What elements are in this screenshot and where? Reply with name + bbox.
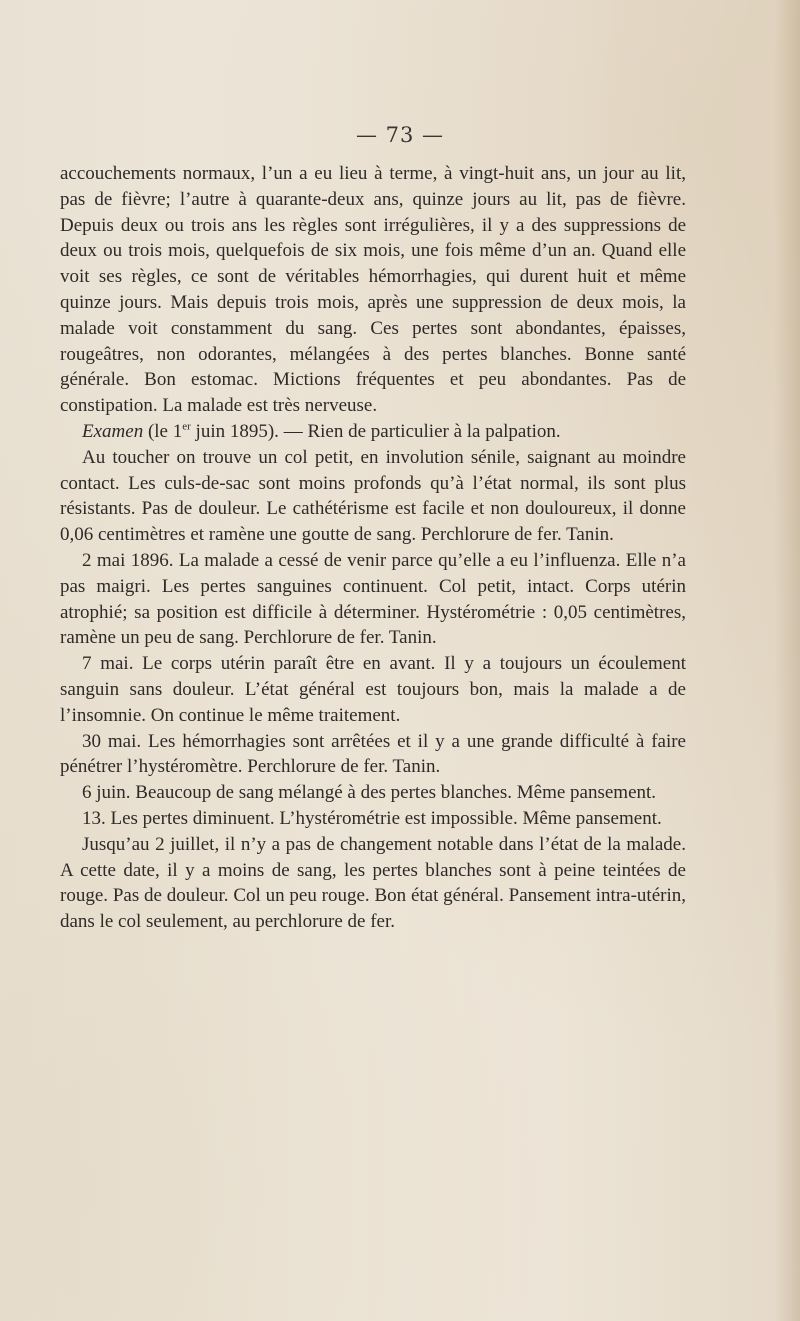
examen-date-suffix: juin 1895). xyxy=(190,420,279,442)
page-number: — 73 — xyxy=(355,123,445,147)
paragraph-2-juillet: Jusqu’au 2 juillet, il n’y a pas de changement notable dans l’état de la malade. A cette date, il y a moins de sang, les pertes blanches sont à peine teintées de rouge. Pas de douleur. Col un peu rouge. Bon état général. Pansement intra-utérin, dans le col seulement, au perchlorure de fer. xyxy=(60,833,686,933)
paragraph-13: 13. Les pertes diminuent. L’hystérométrie est impossible. Même pansement. xyxy=(82,807,662,829)
examen-date-prefix: (le 1 xyxy=(143,420,183,442)
paragraph-toucher: Au toucher on trouve un col petit, en involution sénile, saignant au moindre contact. Les culs-de-sac sont moins profonds qu’à l’état normal, ils sont plus résistants. Pas de douleur. Le cathétérisme est facile et non douloureux, il donne 0,06 centimètres et ramène une goutte de sang. Perchlorure de fer. Tanin. xyxy=(60,446,686,546)
body-text xyxy=(60,161,686,935)
examen-text: — Rien de particulier à la palpation. xyxy=(278,420,561,442)
paragraph-2-mai: 2 mai 1896. La malade a cessé de venir parce qu’elle a eu l’influenza. Elle n’a pas maigri. Les pertes sanguines continuent. Col petit, intact. Corps utérin atrophié; sa position est difficile à déterminer. Hystérométrie : 0,05 centimètres, ramène un peu de sang. Perchlorure de fer. Tanin. xyxy=(60,549,686,649)
examen-label: Examen xyxy=(82,420,144,442)
paragraph-30-mai: 30 mai. Les hémorrhagies sont arrêtées et il y a une grande difficulté à faire pénétrer l’hystéromètre. Perchlorure de fer. Tanin. xyxy=(60,730,686,778)
page-edge-shadow xyxy=(774,0,800,1321)
paragraph-6-juin: 6 juin. Beaucoup de sang mélangé à des pertes blanches. Même pansement. xyxy=(82,782,657,804)
paragraph-7-mai: 7 mai. Le corps utérin paraît être en avant. Il y a toujours un écoulement sanguin sans douleur. L’état général est toujours bon, mais la malade a de l’insomnie. On continue le même traitement. xyxy=(60,653,686,726)
examen-date-sup: er xyxy=(182,420,191,433)
paragraph-history: accouchements normaux, l’un a eu lieu à terme, à vingt-huit ans, un jour au lit, pas de fièvre; l’autre à quarante-deux ans, quinze jours au lit, pas de fièvre. Depuis deux ou trois ans les règles sont irrégulières, il y a des suppressions de deux ou trois mois, quelquefois de six mois, une fois même d’un an. Quand elle voit ses règles, ce sont de véritables hémorrhagies, qui durent huit et même quinze jours. Mais depuis trois mois, après une suppression de deux mois, la malade voit constamment du sang. Ces pertes sont abondantes, épaisses, rougeâtres, non odorantes, mélangées à des pertes blanches. Bonne santé générale. Bon estomac. Mictions fréquentes et peu abondantes. Pas de constipation. La malade est très nerveuse. xyxy=(60,163,686,417)
paragraph-examen xyxy=(60,419,686,445)
